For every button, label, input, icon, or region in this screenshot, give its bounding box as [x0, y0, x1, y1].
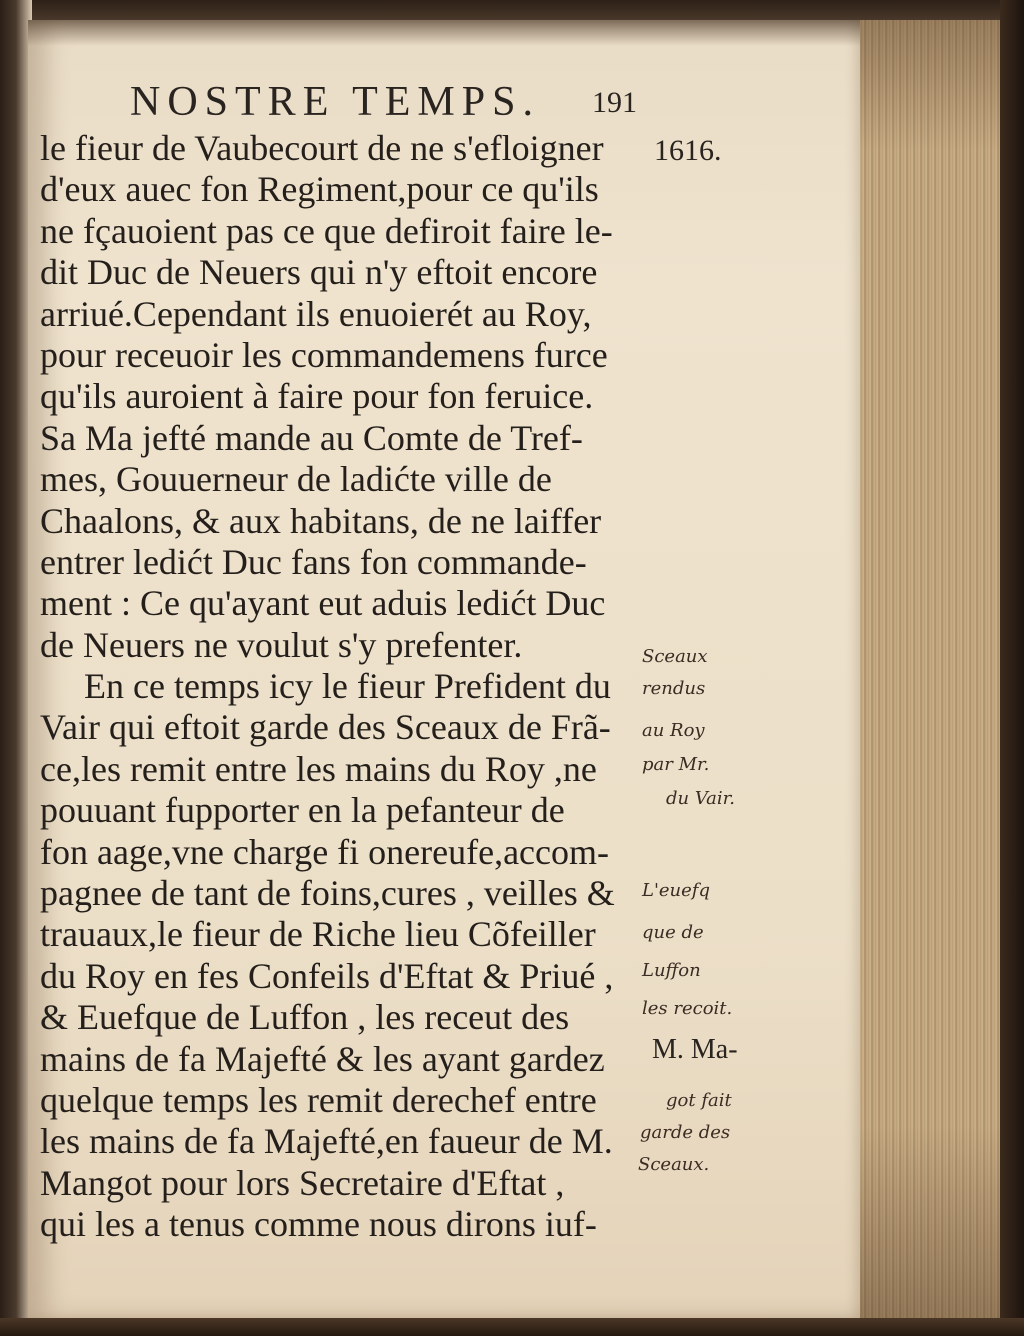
text-line: Chaalons, & aux habitans, de ne laiffer — [40, 500, 602, 541]
text-line: arriué.Cependant ils enuoierét au Roy, — [40, 293, 592, 334]
marginal-note-line: L'euefq — [642, 880, 710, 901]
text-line: mes, Gouuerneur de ladićte ville de — [40, 459, 552, 500]
text-line: dit Duc de Neuers qui n'y eftoit encore — [40, 252, 598, 293]
text-line: Sa Ma jefté mande au Comte de Tref- — [40, 417, 583, 458]
text-line: le fieur de Vaubecourt de ne s'efloigner — [40, 128, 604, 168]
text-line: & Euefque de Luffon , les receut des — [40, 997, 570, 1038]
marginal-note-line: got fait — [666, 1090, 732, 1111]
marginal-note-line: rendus — [642, 678, 706, 699]
binding-edge — [1000, 0, 1024, 1336]
text-line: ment : Ce qu'ayant eut aduis ledićt Duc — [40, 583, 606, 624]
text-line: trauaux,le fieur de Riche lieu Cõfeiller — [40, 914, 596, 955]
text-line: de Neuers ne voulut s'y prefenter. — [40, 624, 523, 665]
margin-year: 1616. — [654, 134, 722, 167]
text-line: Mangot pour lors Secretaire d'Eftat , — [40, 1162, 565, 1203]
marginal-note-line: du Vair. — [666, 788, 736, 809]
text-line: mains de fa Majefté & les ayant gardez — [40, 1038, 605, 1079]
body-text — [40, 128, 640, 1246]
page-number: 191 — [592, 86, 637, 119]
text-line: entrer ledićt Duc fans fon commande- — [40, 541, 587, 582]
running-title: NOSTRE TEMPS. — [130, 79, 540, 125]
text-line: pouuant fupporter en la pefanteur de — [40, 790, 565, 831]
top-shadow-strip — [0, 0, 1024, 22]
text-line: d'eux auec fon Regiment,pour ce qu'ils — [40, 169, 599, 210]
text-line: En ce temps icy le fieur Prefident du — [84, 666, 611, 707]
text-line: Vair qui eftoit garde des Sceaux de Frã- — [40, 707, 611, 748]
marginal-note-line: par Mr. — [642, 754, 710, 775]
marginal-note-mangot-head: M. Ma- — [652, 1034, 738, 1065]
marginal-note-line: les recoit. — [642, 998, 733, 1019]
page-top-shadow — [28, 20, 860, 46]
marginal-note-line: que de — [642, 922, 704, 943]
text-line: pour receuoir les commandemens furce — [40, 334, 608, 375]
text-line: quelque temps les remit derechef entre — [40, 1079, 597, 1120]
marginal-note-line: au Roy — [642, 720, 705, 741]
text-line: ne fçauoient pas ce que defiroit faire le- — [40, 210, 613, 251]
text-line: ce,les remit entre les mains du Roy ,ne — [40, 748, 597, 789]
marginal-note-line: Luffon — [642, 960, 701, 981]
marginal-note-line: Sceaux. — [638, 1154, 710, 1175]
marginal-note-line: Sceaux — [642, 646, 708, 667]
fore-edge-shade — [860, 20, 1000, 1320]
text-line: pagnee de tant de foins,cures , veilles & — [40, 873, 615, 914]
text-line: les mains de fa Majefté,en faueur de M. — [40, 1121, 613, 1162]
text-line: qu'ils auroient à faire pour fon feruice. — [40, 376, 594, 417]
bottom-shadow-strip — [0, 1318, 1024, 1336]
marginal-note-line: garde des — [640, 1122, 731, 1143]
text-line: qui les a tenus comme nous dirons iuf- — [40, 1204, 597, 1245]
text-line: fon aage,vne charge fi onereufe,accom- — [40, 831, 610, 872]
text-line: du Roy en fes Confeils d'Eftat & Priué , — [40, 955, 614, 996]
